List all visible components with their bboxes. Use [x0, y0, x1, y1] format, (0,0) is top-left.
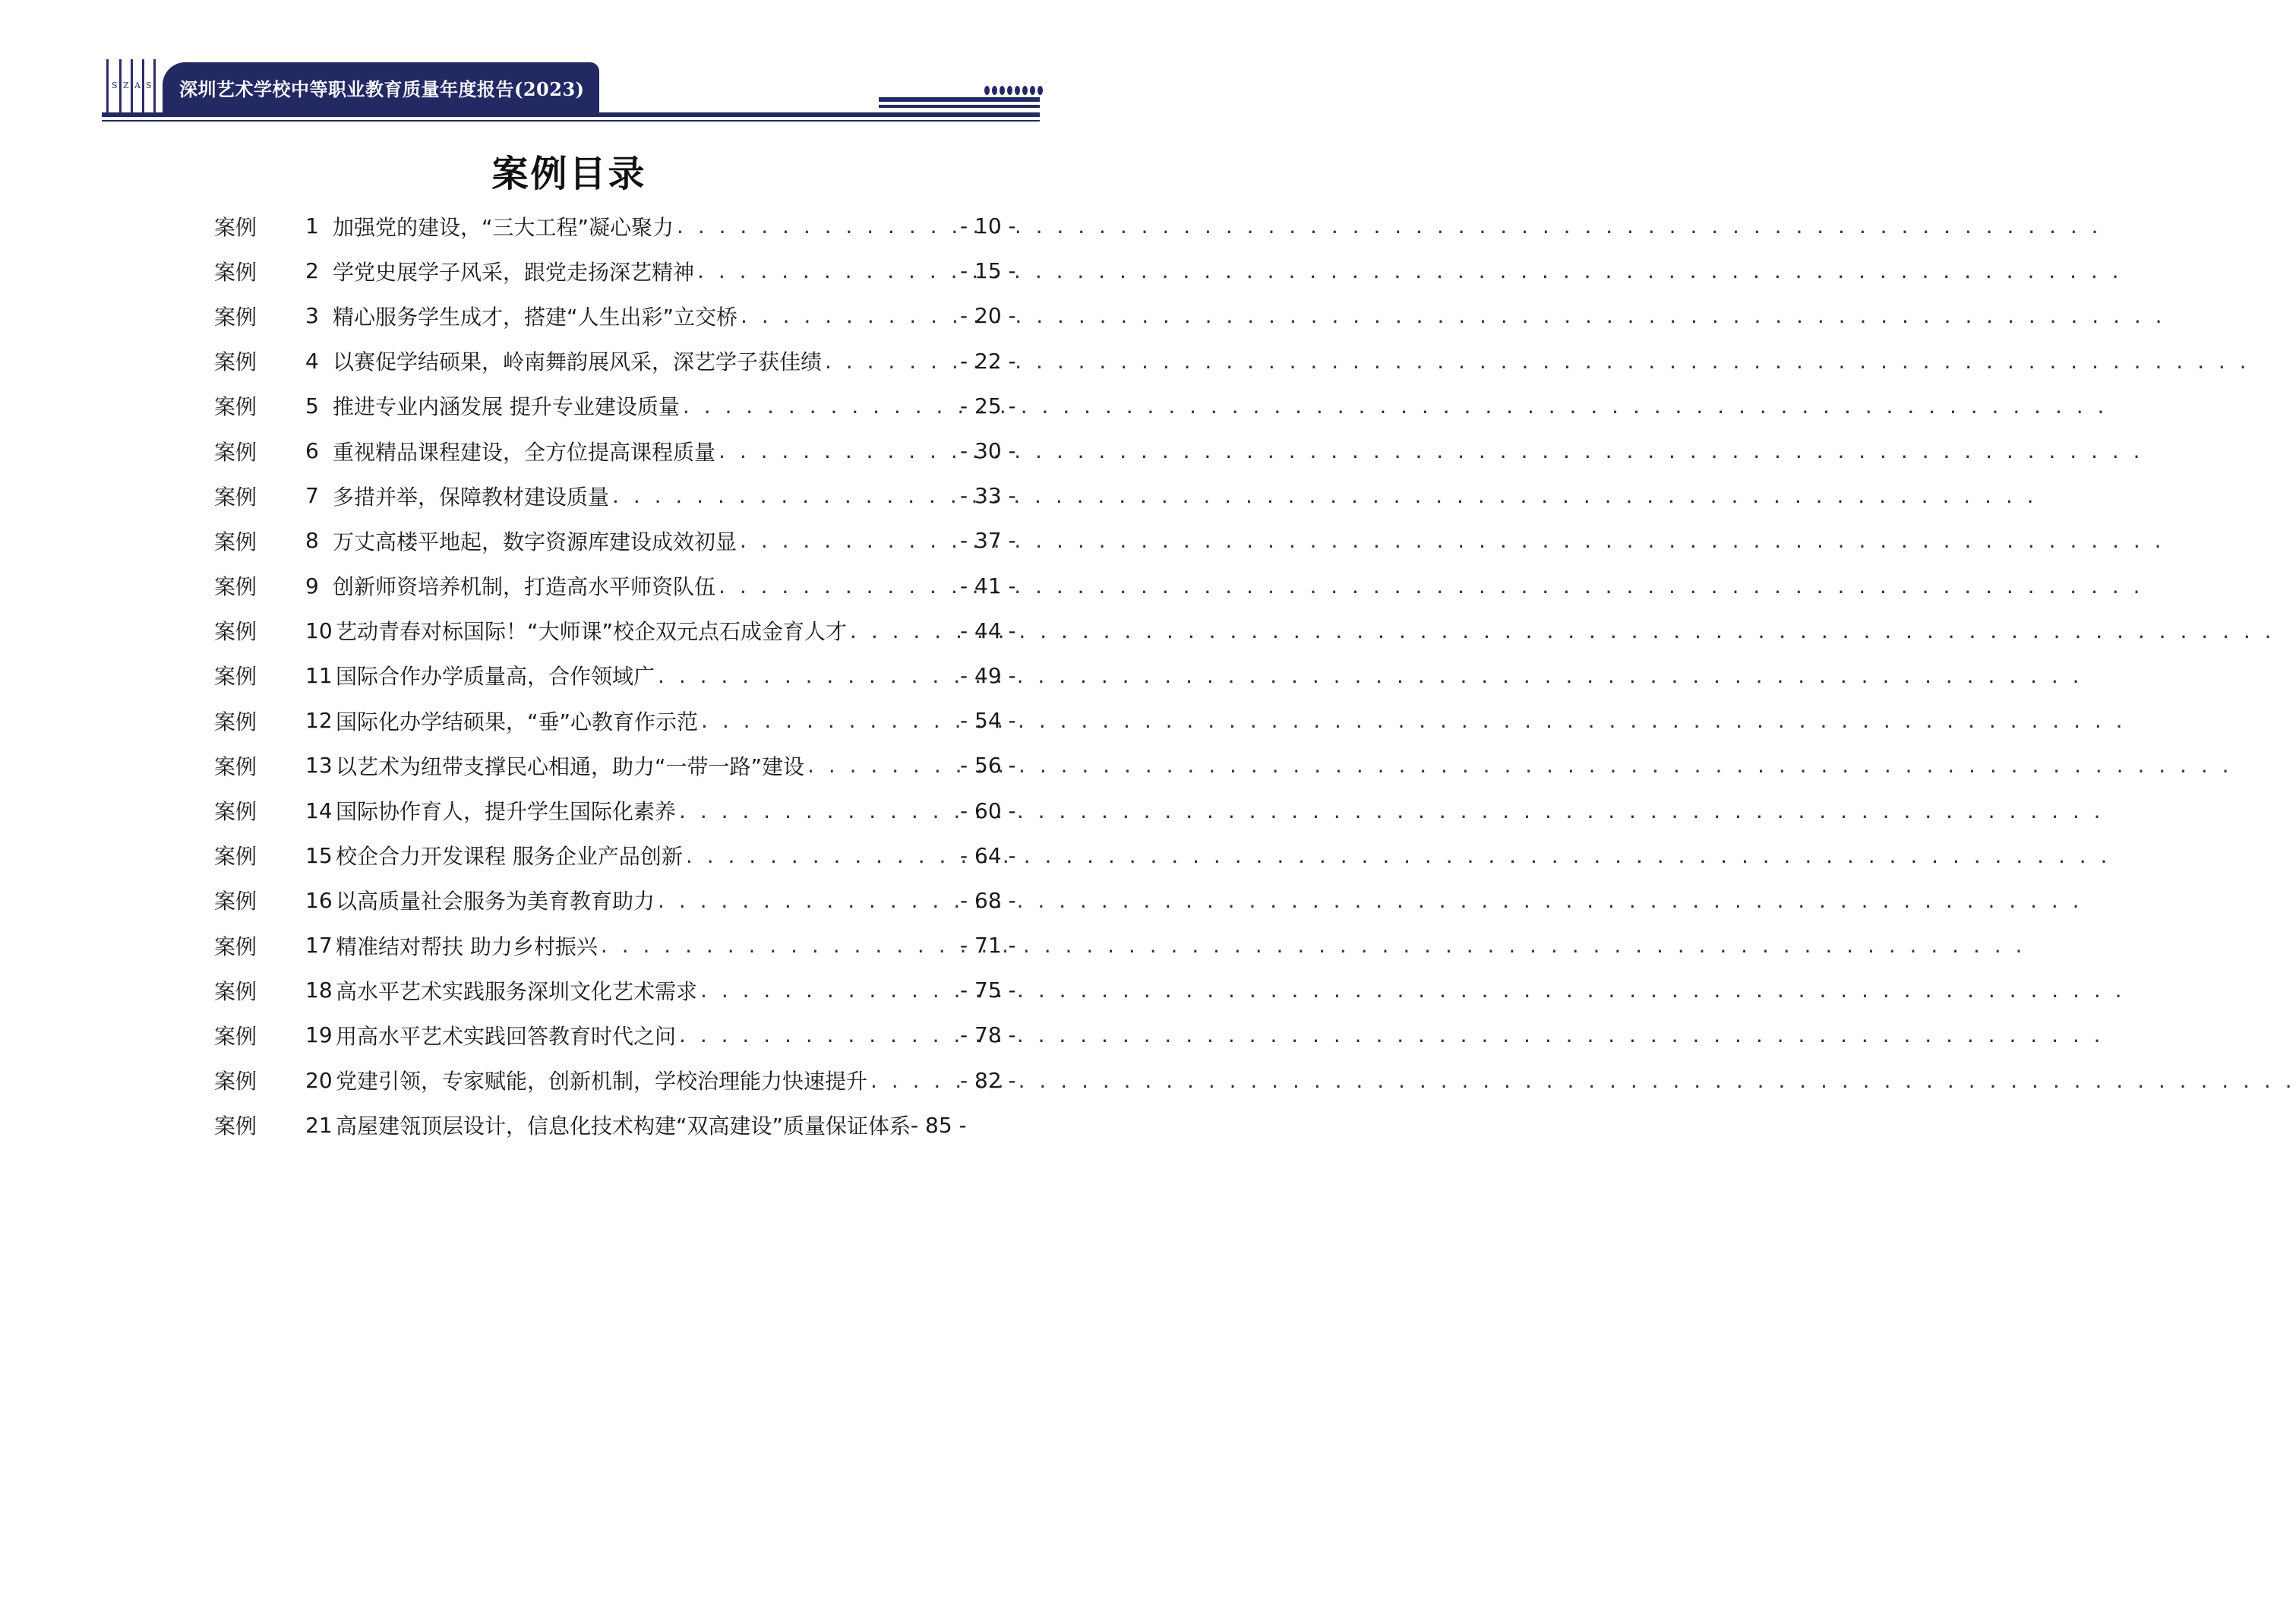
toc-entry-number: 10	[305, 618, 333, 643]
logo-bar	[142, 59, 144, 115]
toc-entry-page: - 71 -	[960, 933, 1016, 959]
decor-dot	[1030, 86, 1035, 95]
header-rule-thin	[102, 120, 1040, 122]
toc-entry[interactable]	[214, 968, 1034, 1012]
toc-entry-number: 5	[305, 393, 319, 419]
header-title: 深圳艺术学校中等职业教育质量年度报告(2023)	[179, 78, 585, 100]
logo-letter: Z	[123, 81, 129, 90]
decor-dot	[1007, 86, 1012, 95]
toc-entry[interactable]	[214, 608, 1034, 653]
toc-entry-label: 案例	[214, 619, 257, 645]
decor-dot	[992, 86, 997, 95]
toc-entry-page: - 30 -	[960, 438, 1016, 464]
toc-dot-leader	[658, 888, 957, 913]
toc-entry-label: 案例	[214, 349, 257, 375]
toc-entry-label: 案例	[214, 799, 257, 825]
toc-entry-number: 16	[305, 887, 333, 913]
header-rule-short	[879, 97, 1040, 102]
toc-dot-leader	[825, 349, 957, 374]
toc-entry-page: - 41 -	[960, 573, 1016, 599]
toc-entry-page: - 85 -	[911, 1112, 967, 1138]
toc-entry-label: 案例	[214, 709, 257, 734]
report-header	[0, 0, 1139, 137]
toc-dot-leader	[686, 843, 957, 868]
toc-entry[interactable]	[214, 743, 1034, 788]
toc-entry-title: 创新师资培养机制，打造高水平师资队伍	[333, 574, 716, 600]
toc-entry-title: 国际合作办学质量高，合作领域广	[336, 664, 655, 690]
toc-entry-label: 案例	[214, 889, 257, 914]
toc-entry-label: 案例	[214, 753, 257, 779]
toc-entry-number: 11	[305, 662, 333, 688]
toc-entry-label: 案例	[214, 1023, 257, 1049]
toc-entry-label: 案例	[214, 484, 257, 510]
toc-dot-leader	[870, 1068, 957, 1093]
toc-entry[interactable]	[214, 428, 1034, 473]
toc-entry[interactable]	[214, 923, 1034, 968]
toc-entry-number: 18	[305, 978, 333, 1003]
toc-entry-page: - 22 -	[960, 348, 1016, 374]
toc-entry-number: 4	[305, 348, 319, 374]
toc-entry-page: - 78 -	[960, 1022, 1016, 1048]
toc-entry-page: - 10 -	[960, 213, 1016, 239]
header-rule-long	[102, 112, 1040, 117]
toc-entry-number: 9	[305, 573, 319, 599]
toc-entry-page: - 60 -	[960, 798, 1016, 823]
toc-entry-label: 案例	[214, 933, 257, 959]
toc-dot-leader	[601, 933, 957, 958]
toc-dot-leader	[677, 213, 957, 238]
toc-dot-leader	[697, 258, 957, 283]
toc-entry-label: 案例	[214, 529, 257, 554]
logo-letter: S	[146, 81, 152, 90]
toc-entry-title: 以高质量社会服务为美育教育助力	[336, 889, 655, 914]
toc-entry[interactable]	[214, 1103, 1034, 1148]
toc-entry-title: 校企合力开发课程 服务企业产品创新	[336, 844, 683, 870]
toc-entry-label: 案例	[214, 259, 257, 285]
logo-letter: A	[134, 81, 141, 90]
toc-entry-label: 案例	[214, 304, 257, 330]
toc-entry-title: 国际化办学结硕果，“垂”心教育作示范	[336, 709, 699, 734]
toc-entry-title: 艺动青春对标国际！“大师课”校企双元点石成金育人才	[336, 619, 848, 645]
toc-entry-number: 15	[305, 842, 333, 868]
logo-letter: S	[112, 81, 118, 90]
toc-entry-title: 以艺术为纽带支撑民心相通，助力“一带一路”建设	[336, 753, 805, 779]
header-rule-short	[879, 105, 1040, 108]
toc-entry-title: 精准结对帮扶 助力乡村振兴	[336, 933, 598, 959]
toc-entry-number: 3	[305, 303, 319, 329]
toc-entry-number: 12	[305, 708, 333, 734]
toc-entry-number: 2	[305, 258, 319, 284]
toc-entry-page: - 56 -	[960, 753, 1016, 779]
toc-entry[interactable]	[214, 653, 1034, 698]
toc-entry-title: 学党史展学子风采，跟党走扬深艺精神	[333, 259, 695, 285]
toc-entry-number: 19	[305, 1022, 333, 1048]
toc-entry-label: 案例	[214, 439, 257, 465]
toc-entry-label: 案例	[214, 844, 257, 870]
toc-dot-leader	[740, 528, 957, 553]
toc-entry[interactable]	[214, 339, 1034, 384]
logo-bar	[119, 59, 122, 115]
decor-dot	[1015, 86, 1020, 95]
toc-entry[interactable]	[214, 518, 1034, 563]
toc-entry[interactable]	[214, 293, 1034, 338]
toc-entry-title: 加强党的建设，“三大工程”凝心聚力	[333, 214, 674, 240]
toc-entry-title: 国际协作育人，提升学生国际化素养	[336, 799, 677, 825]
header-title-bar	[163, 62, 599, 112]
toc-entry[interactable]	[214, 878, 1034, 923]
toc-dot-leader	[807, 753, 957, 778]
toc-entry-page: - 44 -	[960, 618, 1016, 643]
toc-entry-label: 案例	[214, 664, 257, 690]
toc-entry[interactable]	[214, 248, 1034, 293]
toc-entry-label: 案例	[214, 978, 257, 1004]
toc-entry-label: 案例	[214, 1113, 257, 1139]
toc-entry-page: - 15 -	[960, 258, 1016, 284]
toc-dot-leader	[683, 393, 957, 419]
toc-entry[interactable]	[214, 698, 1034, 743]
toc-entry-title: 推进专业内涵发展 提升专业建设质量	[333, 394, 680, 420]
toc-entry-number: 6	[305, 438, 319, 464]
toc-entry-title: 以赛促学结硕果，岭南舞韵展风采，深艺学子获佳绩	[333, 349, 823, 375]
toc-entry-label: 案例	[214, 394, 257, 420]
toc-entry-label: 案例	[214, 1069, 257, 1095]
toc-entry-number: 7	[305, 483, 319, 509]
toc-entry[interactable]	[214, 1012, 1034, 1057]
toc-entry-number: 14	[305, 798, 333, 823]
toc-entry-page: - 64 -	[960, 842, 1016, 868]
toc-dot-leader	[700, 978, 957, 1003]
toc-dot-leader	[718, 573, 957, 599]
case-table-of-contents	[214, 204, 1034, 1148]
toc-dot-leader	[718, 438, 957, 463]
toc-entry[interactable]	[214, 833, 1034, 878]
toc-entry-page: - 33 -	[960, 483, 1016, 509]
toc-entry-title: 万丈高楼平地起，数字资源库建设成效初显	[333, 529, 737, 554]
toc-entry-title: 重视精品课程建设，全方位提高课程质量	[333, 439, 716, 465]
toc-entry-number: 20	[305, 1067, 333, 1093]
toc-entry[interactable]	[214, 473, 1034, 518]
toc-entry-page: - 54 -	[960, 708, 1016, 734]
page-title: 案例目录	[491, 153, 647, 195]
toc-entry-page: - 20 -	[960, 303, 1016, 329]
toc-entry-label: 案例	[214, 574, 257, 600]
toc-entry-page: - 25 -	[960, 393, 1016, 419]
toc-entry-page: - 68 -	[960, 887, 1016, 913]
toc-entry-number: 13	[305, 753, 333, 779]
toc-dot-leader	[612, 483, 957, 508]
toc-dot-leader	[701, 708, 957, 733]
toc-dot-leader	[658, 663, 957, 688]
toc-entry[interactable]	[214, 384, 1034, 428]
toc-dot-leader	[850, 618, 957, 643]
toc-entry-number: 21	[305, 1112, 333, 1138]
logo-bar	[153, 59, 156, 115]
toc-entry[interactable]	[214, 788, 1034, 832]
toc-entry-page: - 75 -	[960, 978, 1016, 1003]
toc-entry-title: 高水平艺术实践服务深圳文化艺术需求	[336, 978, 698, 1004]
toc-entry-title: 党建引领，专家赋能，创新机制，学校治理能力快速提升	[336, 1069, 868, 1095]
toc-entry[interactable]	[214, 204, 1034, 248]
school-logo	[106, 59, 152, 115]
toc-entry-page: - 49 -	[960, 662, 1016, 688]
decor-dot	[984, 86, 990, 95]
header-dots-decoration	[984, 86, 1043, 95]
toc-entry-number: 17	[305, 933, 333, 959]
toc-entry-title: 用高水平艺术实践回答教育时代之问	[336, 1023, 677, 1049]
toc-entry-title: 精心服务学生成才，搭建“人生出彩”立交桥	[333, 304, 738, 330]
logo-bar	[106, 59, 109, 115]
decor-dot	[1037, 86, 1043, 95]
decor-dot	[1000, 86, 1005, 95]
toc-entry-label: 案例	[214, 214, 257, 240]
toc-entry-number: 8	[305, 528, 319, 554]
logo-bar	[131, 59, 133, 115]
toc-entry[interactable]	[214, 1058, 1034, 1103]
toc-entry-number: 1	[305, 213, 319, 239]
toc-dot-leader	[679, 798, 957, 823]
toc-entry-title: 高屋建瓴顶层设计，信息化技术构建“双高建设”质量保证体系	[336, 1113, 911, 1139]
toc-entry-page: - 37 -	[960, 528, 1016, 554]
toc-dot-leader	[741, 303, 957, 328]
toc-dot-leader	[679, 1022, 957, 1047]
toc-entry-title: 多措并举，保障教材建设质量	[333, 484, 610, 510]
toc-entry-page: - 82 -	[960, 1067, 1016, 1093]
decor-dot	[1022, 86, 1028, 95]
toc-entry[interactable]	[214, 564, 1034, 608]
